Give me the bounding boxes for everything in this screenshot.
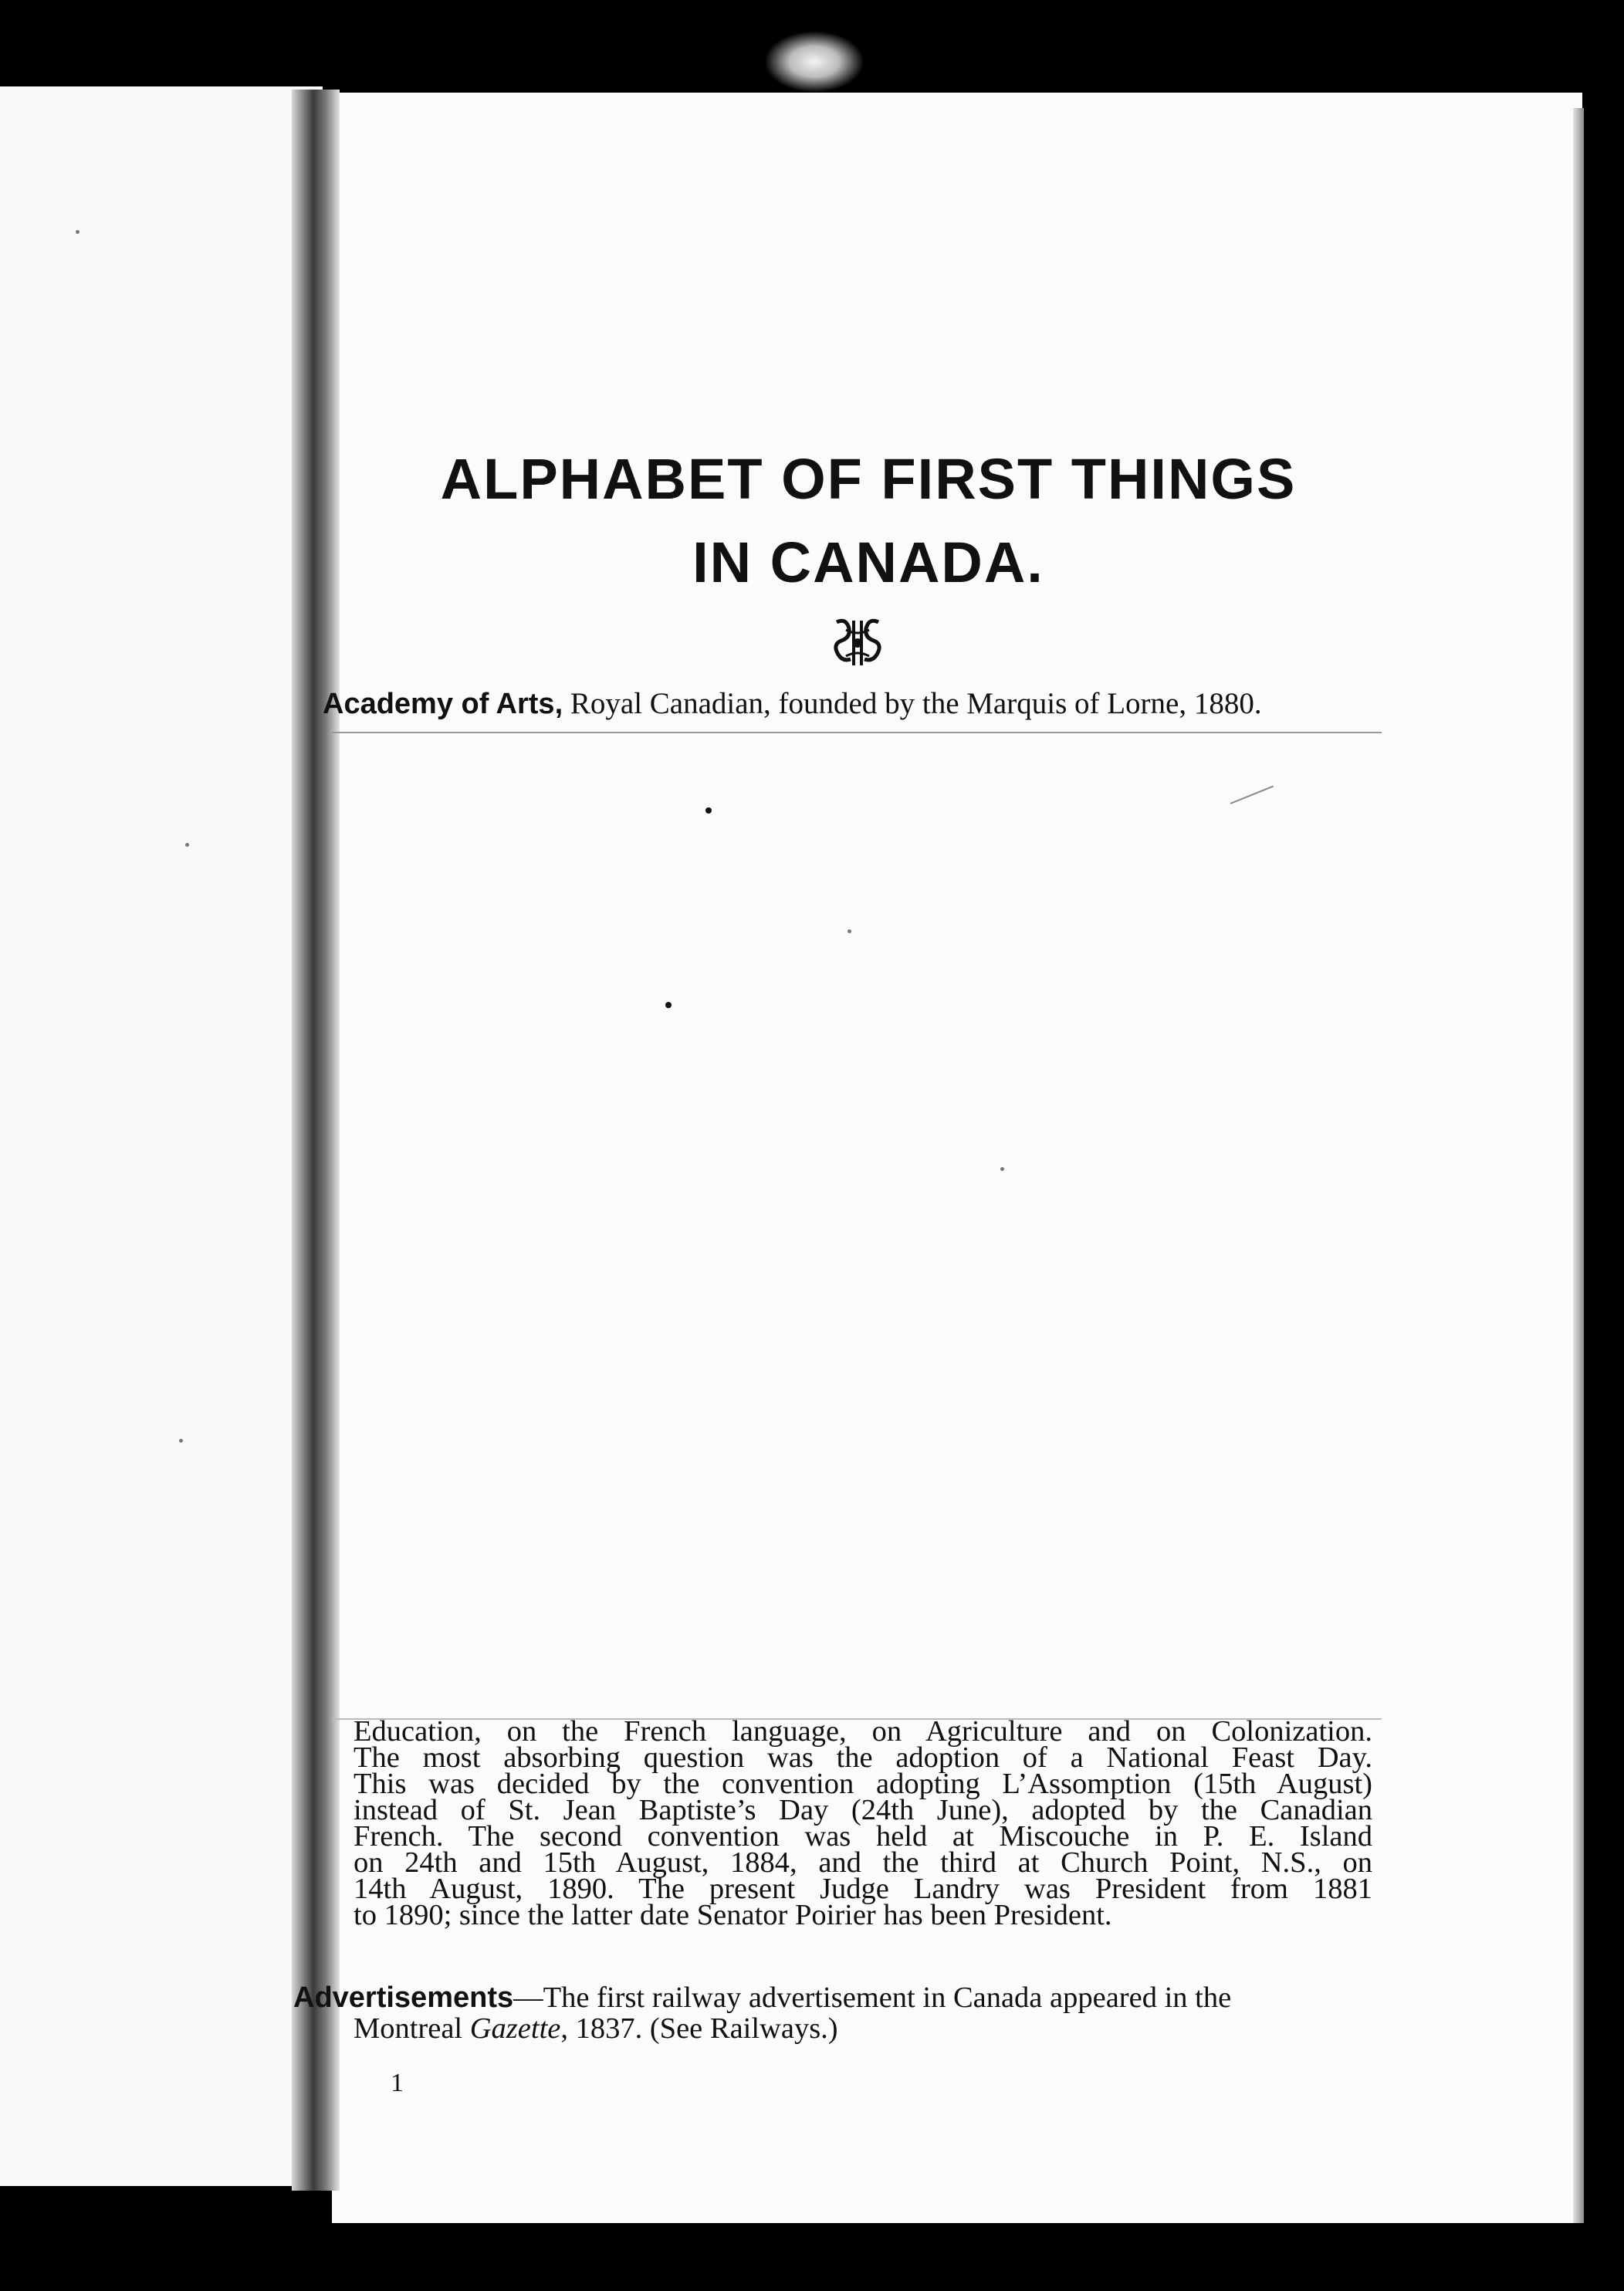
entry-text-academy: Royal Canadian, founded by the Marquis of Lorne, 1880. — [563, 687, 1262, 720]
entry-head-advertisements: Advertisements — [293, 1981, 514, 2014]
body-line: 14th August, 1890. The present Judge Landry was President from 1881 — [354, 1873, 1372, 1905]
page-title-line-2: IN CANADA. — [692, 530, 1044, 594]
adv-text-1: —The first railway advertisement in Canada appeared in the — [513, 1981, 1232, 2014]
body-line: instead of St. Jean Baptiste’s Day (24th June), adopted by the Canadian — [354, 1794, 1372, 1826]
adv-text-2a: Montreal — [354, 2012, 470, 2045]
body-line: French. The second convention was held at Miscouche in P. E. Island — [354, 1820, 1372, 1853]
book-gutter — [292, 90, 340, 2191]
speck — [665, 1002, 672, 1008]
speck — [76, 230, 80, 234]
entry-academy-of-arts — [323, 687, 1262, 721]
adv-line-1 — [293, 1982, 1374, 2013]
clipped-text-line-top — [329, 732, 1379, 750]
speck — [705, 807, 712, 814]
scan-artifact — [764, 31, 864, 93]
page-number: 1 — [391, 2069, 404, 2097]
body-line: on 24th and 15th August, 1884, and the third at Church Point, N.S., on — [354, 1846, 1372, 1879]
speck — [185, 843, 189, 847]
speck — [848, 929, 851, 933]
left-page — [0, 86, 323, 2186]
entry-acadian-conventions — [354, 1704, 1372, 1931]
body-line: Education, on the French language, on Agriculture and on Colonization. — [354, 1715, 1372, 1748]
entry-advertisements — [293, 1982, 1374, 2044]
adv-text-2b: , 1837. (See Railways.) — [560, 2012, 838, 2045]
body-line: The most absorbing question was the adoption of a National Feast Day. — [354, 1741, 1372, 1774]
speck — [1000, 1167, 1004, 1171]
page-title-line-1: ALPHABET OF FIRST THINGS — [440, 447, 1297, 511]
entry-head-academy: Academy of Arts, — [323, 688, 563, 720]
adv-line-2 — [293, 2013, 1374, 2044]
adv-text-2-italic: Gazette — [469, 2012, 561, 2045]
fleuron-icon — [831, 614, 885, 672]
body-line: to 1890; since the latter date Senator Poirier has been President. — [354, 1899, 1112, 1931]
speck — [179, 1439, 183, 1443]
page-edge — [1573, 108, 1584, 2223]
body-line: This was decided by the convention adopting L’Assomption (15th August) — [354, 1768, 1372, 1800]
